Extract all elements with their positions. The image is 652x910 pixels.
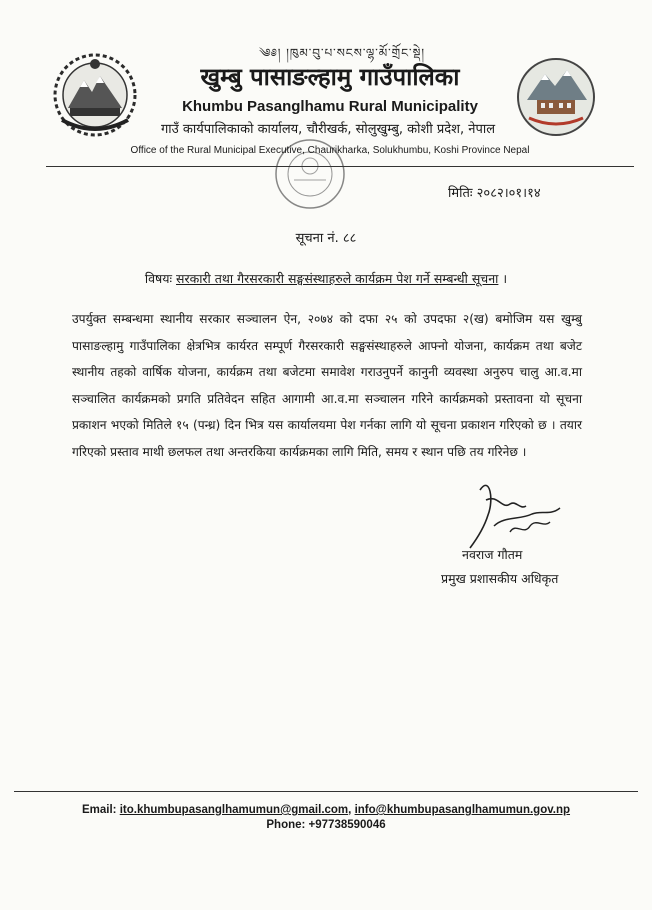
office-address-nepali: गाउँ कार्यपालिकाको कार्यालय, चौरीखर्क, सोलुखुम्बु, कोशी प्रदेश, नेपाल — [160, 122, 496, 137]
footer-phone: Phone: +97738590046 — [266, 819, 386, 831]
email-separator: , — [348, 804, 355, 816]
footer-divider — [14, 791, 638, 792]
notice-date: मितिः २०८२।०१।१४ — [448, 186, 541, 201]
email-label: Email: — [81, 804, 120, 816]
subject-prefix: विषयः — [144, 271, 177, 286]
header-divider — [46, 166, 634, 167]
subject-suffix: । — [498, 271, 508, 286]
footer-email — [0, 804, 652, 816]
signer-name: नवराज गौतम — [462, 547, 523, 562]
notice-number: सूचना नं. ८८ — [295, 231, 357, 246]
subject-text: सरकारी तथा गैरसरकारी सङ्घसंस्थाहरुले कार्यक्रम पेश गर्ने सम्बन्धी सूचना — [176, 271, 499, 286]
municipality-name-nepali: खुम्बु पासाङल्हामु गाउँपालिका — [200, 63, 460, 91]
office-address-english: Office of the Rural Municipal Executive, Chaurikharka, Solukhumbu, Koshi Province Nepal — [130, 145, 530, 156]
nepal-emblem-icon — [50, 50, 140, 140]
email-link-gmail[interactable]: ito.khumbupasanglhamumun@gmail.com — [119, 804, 349, 816]
signer-title: प्रमुख प्रशासकीय अधिकृत — [441, 571, 559, 586]
tibetan-heading: ༄༅། །ཁུམ་བུ་པ་སངས་ལྷ་མོ་གྲོང་སྡེ། — [259, 46, 425, 60]
email-link-official[interactable]: info@khumbupasanglhamumun.gov.np — [354, 804, 571, 816]
signature-icon — [450, 470, 580, 550]
notice-body: उपर्युक्त सम्बन्धमा स्थानीय सरकार सञ्चालन ऐन, २०७४ को दफा २५ को उपदफा २(ख) बमोजिम यस खुम्बु पासाङल्हामु गाउँपालिका क्षेत्रभित्र कार्यरत सम्पूर्ण गैरसरकारी सङ्घसंस्थाहरुले आफ्नो योजना, कार्यक्रम तथा बजेट स्थानीय तहको वार्षिक योजना, कार्यक्रम तथा बजेटमा समावेश गराउनुपर्ने कानुनी व्यवस्था अनुरुप चालु आ.व.मा सञ्चालित कार्यक्रमको प्रगति प्रतिवेदन सहित आगामी आ.व.मा सञ्चालन गरिने कार्यक्रमको प्रस्तावना यो सूचना प्रकाशन भएको मितिले १५ (पन्ध्र) दिन भित्र यस कार्यालयमा पेश गर्नका लागि यो सूचना प्रकाशन गरिएको छ । तयार गरिएको प्रस्ताव माथी छलफल तथा अन्तरकिया कार्यक्रमका लागि मिति, समय र स्थान पछि तय गरिनेछ । — [72, 312, 582, 459]
municipality-name-english: Khumbu Pasanglhamu Rural Municipality — [182, 98, 478, 115]
notice-subject — [0, 270, 652, 287]
